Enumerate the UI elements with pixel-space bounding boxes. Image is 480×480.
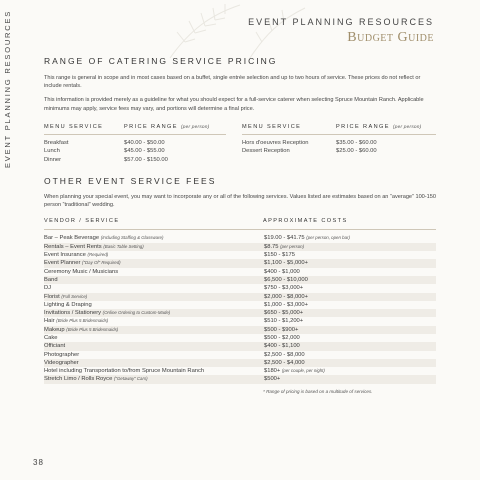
- col-approximate-costs: APPROXIMATE COSTS: [263, 218, 348, 225]
- table-row: [44, 326, 436, 334]
- catering-table-left: [44, 124, 226, 164]
- catering-table-right: [242, 124, 436, 164]
- vendor-cell: [44, 284, 264, 292]
- vendor-cell: [44, 326, 264, 334]
- main-content: [44, 56, 436, 394]
- vendor-cell: [44, 367, 264, 375]
- table-row: [44, 359, 436, 367]
- cost-value: $1,100 - $5,000+: [264, 260, 308, 267]
- fees-paragraph: When planning your special event, you may want to incorporate any or all of the following services. Values listed are estimates based on an “average” 100-150 person “traditional” wedding.: [44, 194, 436, 209]
- vendor-cell: [44, 243, 264, 251]
- menu-row: [44, 156, 226, 164]
- vendor-cell: [44, 301, 264, 309]
- catering-table: [44, 124, 436, 164]
- cost-value: $400 - $1,000: [264, 268, 300, 275]
- cost-cell: [264, 367, 325, 375]
- vendor-name: Rentals – Event Rents: [44, 243, 102, 250]
- cost-value: $510 - $1,200+: [264, 318, 304, 325]
- fees-title: OTHER EVENT SERVICE FEES: [44, 176, 217, 187]
- cost-value: $2,500 - $8,000: [264, 351, 305, 358]
- page-number: 38: [33, 458, 44, 467]
- table-row: [44, 268, 436, 276]
- cost-cell: [264, 317, 303, 325]
- fees-footnote: * Range of pricing is based on a multitude of services.: [263, 388, 373, 394]
- vendor-cell: [44, 309, 264, 317]
- table-row: [44, 243, 436, 251]
- divider: [44, 229, 436, 230]
- vendor-cell: [44, 375, 264, 383]
- cost-note: (per couple, per night): [281, 368, 325, 374]
- table-row: [44, 342, 436, 350]
- cost-value: $500 - $2,000: [264, 335, 300, 341]
- vendor-name: Band: [44, 276, 58, 283]
- vendor-note: (“Getaway” Cars): [113, 376, 148, 382]
- vendor-cell: [44, 334, 264, 342]
- vendor-name: Invitations / Stationery: [44, 310, 102, 317]
- vendor-name: Florist: [44, 293, 60, 300]
- table-row: [44, 284, 436, 292]
- cost-value: $750 - $3,000+: [264, 285, 304, 292]
- vendor-cell: [44, 234, 264, 242]
- vendor-note: (“Day Of” Required): [82, 260, 121, 266]
- catering-title: RANGE OF CATERING SERVICE PRICING: [44, 56, 278, 66]
- cost-cell: [264, 243, 304, 251]
- vendor-cell: [44, 251, 264, 259]
- cost-value: $150 - $175: [264, 252, 295, 259]
- table-row: [44, 375, 436, 383]
- cost-cell: [264, 234, 350, 242]
- cost-cell: [264, 309, 303, 317]
- leaf-watermark-icon: [150, 0, 310, 60]
- cost-note: (per person, open bar): [306, 235, 350, 241]
- sidebar: [0, 0, 26, 480]
- cost-cell: [264, 301, 308, 309]
- table-row: [44, 234, 436, 242]
- sidebar-label: EVENT PLANNING RESOURCES: [3, 9, 12, 168]
- vendor-name: Officiant: [44, 343, 66, 350]
- table-row: [44, 301, 436, 309]
- table-row: [44, 259, 436, 267]
- catering-left-rows: [44, 139, 226, 164]
- vendor-note: (Including Staffing & Glassware): [100, 235, 164, 241]
- cost-cell: [264, 359, 305, 367]
- vendor-name: Event Planner: [44, 260, 81, 267]
- vendor-note: (Bride Plus 5 Bridesmaids): [56, 318, 109, 324]
- header-subtitle: Budget Guide: [347, 30, 434, 45]
- header-title: EVENT PLANNING RESOURCES: [248, 17, 434, 27]
- cost-value: $8.75: [264, 243, 279, 250]
- table-row: [44, 317, 436, 325]
- col-price-range: PRICE RANGE (per person): [124, 123, 210, 130]
- vendor-note: (Basic Table Setting): [103, 243, 144, 249]
- cost-cell: [264, 268, 300, 276]
- cost-cell: [264, 259, 308, 267]
- catering-right-rows: [242, 139, 436, 156]
- menu-row: [242, 147, 436, 155]
- table-row: [44, 309, 436, 317]
- menu-service-name: Hors d'oeuvres Reception: [242, 139, 309, 146]
- vendor-name: Bar – Peak Beverage: [44, 235, 100, 242]
- vendor-cell: [44, 259, 264, 267]
- vendor-name: Makeup: [44, 326, 65, 333]
- vendor-cell: [44, 268, 264, 276]
- vendor-cell: [44, 293, 264, 301]
- cost-value: $2,000 - $8,000+: [264, 293, 308, 300]
- vendor-note: (Bride Plus 5 Bridesmaids): [66, 326, 119, 332]
- cost-value: $500+: [264, 376, 281, 383]
- menu-price: $35.00 - $60.00: [336, 139, 377, 146]
- vendor-cell: [44, 359, 264, 367]
- table-row: [44, 351, 436, 359]
- vendor-name: Hotel including Transportation to/from Spruce Mountain Ranch: [44, 368, 205, 375]
- menu-price: $40.00 - $50.00: [124, 139, 165, 146]
- menu-price: $45.00 - $55.00: [124, 148, 165, 155]
- divider: [44, 134, 226, 135]
- menu-row: [44, 147, 226, 155]
- vendor-note: (Required): [87, 252, 109, 258]
- cost-value: $2,500 - $4,000: [264, 359, 305, 366]
- cost-cell: [264, 293, 308, 301]
- table-row: [44, 334, 436, 342]
- col-price-range: PRICE RANGE (per person): [336, 123, 422, 130]
- vendor-cell: [44, 351, 264, 359]
- menu-service-name: Dessert Reception: [242, 148, 290, 155]
- menu-price: $25.00 - $60.00: [336, 148, 377, 155]
- menu-row: [44, 139, 226, 147]
- cost-value: $400 - $1,100: [264, 343, 300, 350]
- cost-cell: [264, 342, 300, 350]
- menu-price: $57.00 - $150.00: [124, 156, 168, 163]
- table-row: [44, 293, 436, 301]
- cost-cell: [264, 251, 295, 259]
- cost-cell: [264, 351, 305, 359]
- cost-cell: [264, 284, 303, 292]
- catering-paragraph-1: This range is general in scope and in most cases based on a buffet, single entrée selection and up to two hours of service. These prices do not reflect or include rentals.: [44, 75, 421, 90]
- col-vendor-service: VENDOR / SERVICE: [44, 218, 120, 225]
- vendor-name: Stretch Limo / Rolls Royce: [44, 376, 113, 383]
- cost-value: $1,000 - $3,000+: [264, 301, 308, 308]
- vendor-note: (Full Service): [61, 293, 88, 299]
- cost-value: $6,500 - $10,000: [264, 276, 308, 283]
- col-menu-service: MENU SERVICE: [44, 123, 104, 130]
- vendor-cell: [44, 342, 264, 350]
- vendor-name: Event Insurance: [44, 252, 86, 259]
- cost-cell: [264, 375, 280, 383]
- cost-cell: [264, 334, 300, 342]
- catering-paragraph-2: This information is provided merely as a guideline for what you should expect for a full-service caterer when selecting Spruce Mountain Ranch. Applicable minimums may apply, service fees may vary, and portions will determine a final price.: [44, 97, 424, 112]
- table-row: [44, 367, 436, 375]
- menu-service-name: Lunch: [44, 148, 60, 155]
- table-row: [44, 276, 436, 284]
- cost-cell: [264, 326, 298, 334]
- divider: [242, 134, 436, 135]
- cost-cell: [264, 276, 308, 284]
- menu-service-name: Breakfast: [44, 139, 69, 146]
- col-menu-service: MENU SERVICE: [242, 123, 302, 130]
- menu-row: [242, 139, 436, 147]
- vendor-name: Hair: [44, 318, 55, 325]
- table-row: [44, 251, 436, 259]
- cost-value: $500 - $900+: [264, 326, 299, 333]
- vendor-cell: [44, 276, 264, 284]
- vendor-name: Cake: [44, 335, 58, 341]
- vendor-name: Lighting & Draping: [44, 301, 92, 308]
- fees-table: [44, 234, 436, 383]
- vendor-name: Videographer: [44, 359, 79, 366]
- vendor-note: (Online Ordering to Custom-Made): [102, 310, 171, 316]
- cost-value: $650 - $5,000+: [264, 310, 304, 317]
- menu-service-name: Dinner: [44, 156, 62, 163]
- cost-value: $19.00 - $41.75: [264, 235, 305, 242]
- vendor-name: DJ: [44, 285, 52, 292]
- vendor-cell: [44, 317, 264, 325]
- vendor-name: Photographer: [44, 351, 80, 358]
- cost-note: (per person): [280, 243, 305, 249]
- vendor-name: Ceremony Music / Musicians: [44, 268, 119, 275]
- cost-value: $180+: [264, 368, 281, 375]
